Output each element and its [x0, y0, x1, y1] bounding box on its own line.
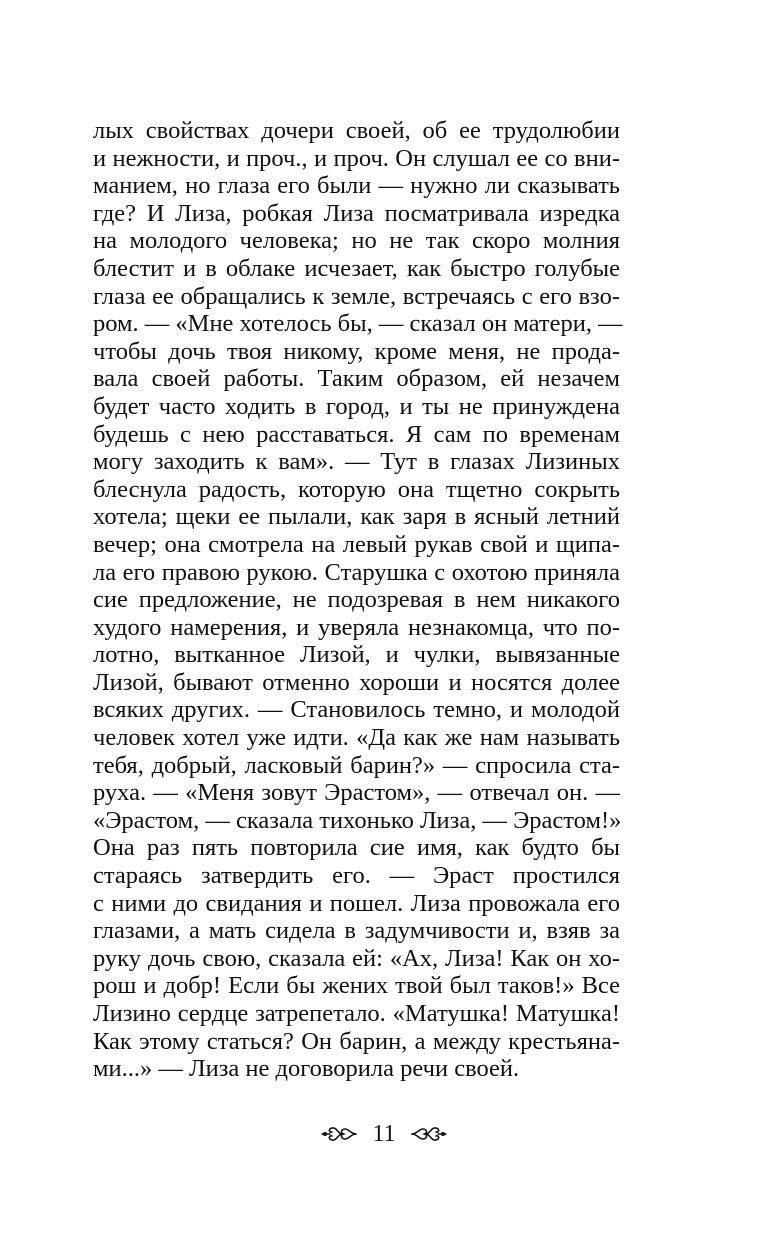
text-line: ла его правою рукою. Старушка с охотою приняла — [93, 558, 620, 586]
text-line: лотно, вытканное Лизой, и чулки, вывязанные — [93, 641, 620, 669]
text-line: лых свойствах дочери своей, об ее трудолюбии — [93, 117, 620, 144]
text-line: Она раз пять повторила сие имя, как будто бы — [93, 834, 620, 862]
page-number: 11 — [372, 1121, 396, 1147]
text-line: «Эрастом, — сказала тихонько Лиза, — Эрастом!» — [93, 806, 622, 834]
text-line: худого намерения, и уверяла незнакомца, что по- — [93, 613, 620, 641]
text-line: чтобы дочь твоя никому, кроме меня, не прода- — [93, 337, 620, 365]
text-line: вала своей работы. Таким образом, ей незачем — [93, 365, 620, 393]
text-line: Лизино сердце затрепетало. «Матушка! Матушка! — [93, 1000, 620, 1027]
text-line: будет часто ходить в город, и ты не принуждена — [93, 392, 620, 420]
text-line: блестит и в облаке исчезает, как быстро голубые — [93, 254, 620, 282]
text-line: рош и добр! Если бы жених твой был таков!» Все — [93, 972, 620, 1000]
right-flourish-icon — [410, 1123, 448, 1145]
body-text — [93, 117, 623, 1083]
text-line: манием, но глаза его были — нужно ли сказывать — [93, 172, 620, 200]
text-line: и нежности, и проч., и проч. Он слушал ее со вни- — [93, 144, 620, 172]
text-line: человек хотел уже идти. «Да как же нам называть — [93, 724, 620, 752]
text-line: руку дочь свою, сказала ей: «Ах, Лиза! Как он хо- — [93, 944, 620, 972]
text-line: блеснула радость, которую она тщетно сокрыть — [93, 475, 620, 503]
text-line: на молодого человека; но не так скоро молния — [93, 227, 620, 255]
text-line: Как этому статься? Он барин, а между крестьяна- — [93, 1027, 620, 1055]
text-line: Лизой, бывают отменно хороши и носятся долее — [93, 668, 620, 696]
text-line: будешь с нею расставаться. Я сам по временам — [93, 420, 620, 448]
text-line: глаза ее обращались к земле, встречаясь с его взо- — [93, 282, 620, 310]
left-flourish-icon — [320, 1123, 358, 1145]
page-footer — [0, 1114, 768, 1154]
text-line: где? И Лиза, робкая Лиза посматривала изредка — [93, 199, 620, 227]
text-line-last: ми...» — Лиза не договорила речи своей. — [93, 1055, 520, 1083]
text-line: ром. — «Мне хотелось бы, — сказал он матери, — — [93, 310, 623, 338]
text-line: сие предложение, не подозревая в нем никакого — [93, 586, 620, 614]
text-line: хотела; щеки ее пылали, как заря в ясный летний — [93, 503, 620, 531]
text-line: с ними до свидания и пошел. Лиза провожала его — [93, 889, 620, 917]
text-line: глазами, а мать сидела в задумчивости и, взяв за — [93, 917, 620, 945]
text-line: руха. — «Меня зовут Эрастом», — отвечал он. — — [93, 779, 620, 807]
text-line: вечер; она смотрела на левый рукав свой и щипа- — [93, 530, 620, 558]
text-line: могу заходить к вам». — Тут в глазах Лизиных — [93, 448, 620, 476]
text-line: всяких других. — Становилось темно, и молодой — [93, 696, 620, 724]
text-line: тебя, добрый, ласковый барин?» — спросила ста- — [93, 751, 620, 779]
text-line: стараясь затвердить его. — Эраст простился — [93, 862, 620, 890]
